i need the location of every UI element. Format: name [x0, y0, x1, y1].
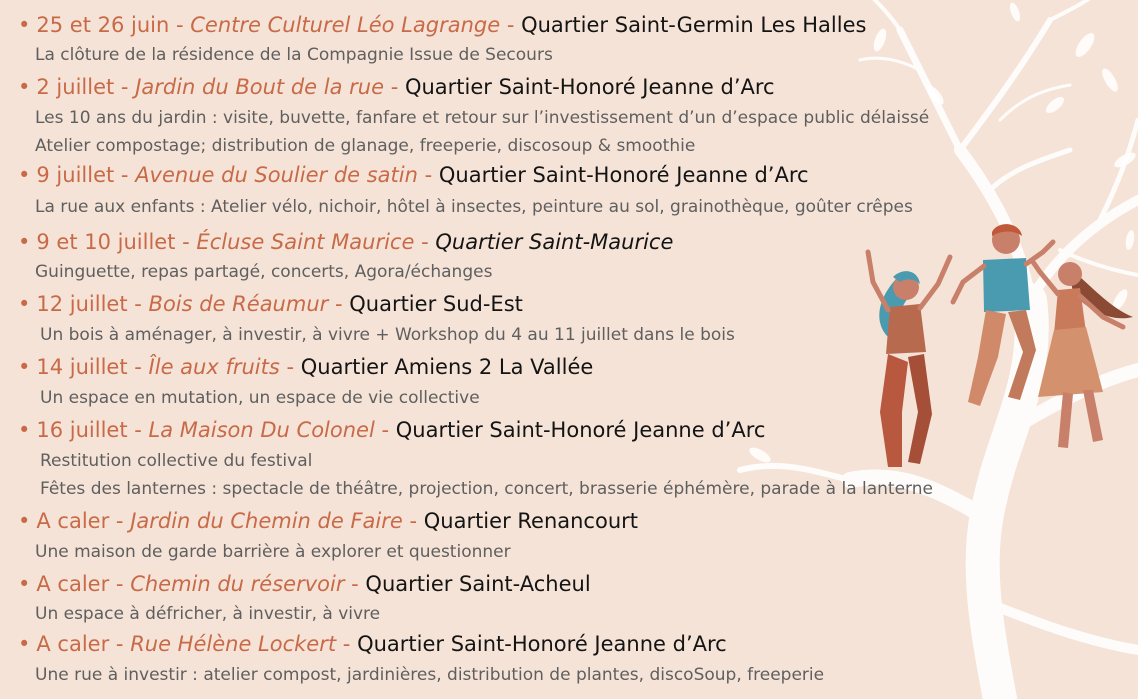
- event-description: Un espace à défricher, à investir, à vivre: [35, 604, 381, 624]
- event-headline: • 14 juillet - Île aux fruits - Quartier Amiens 2 La Vallée: [18, 355, 594, 379]
- event-description: La clôture de la résidence de la Compagnie Issue de Secours: [35, 45, 553, 65]
- event-quarter: Quartier Saint-Honoré Jeanne d’Arc: [404, 75, 775, 99]
- event-description: Fêtes des lanternes : spectacle de théâtre, projection, concert, brasserie éphémère, parade à la lanterne: [40, 479, 933, 499]
- event-place: Jardin du Chemin de Faire: [130, 509, 403, 533]
- bullet-icon: •: [18, 632, 31, 656]
- event-description: Les 10 ans du jardin : visite, buvette, fanfare et retour sur l’investissement d’un d’espace public délaissé: [35, 108, 930, 128]
- event-date: A caler: [36, 572, 110, 596]
- event-date: 9 et 10 juillet: [36, 230, 176, 254]
- event-quarter: Quartier Renancourt: [423, 509, 638, 533]
- event-description: Restitution collective du festival: [40, 451, 313, 471]
- event-place: Rue Hélène Lockert: [130, 632, 337, 656]
- event-description: Un bois à aménager, à investir, à vivre + Workshop du 4 au 11 juillet dans le bois: [40, 325, 735, 345]
- event-date: 2 juillet: [36, 75, 115, 99]
- event-quarter: Quartier Sud-Est: [349, 292, 523, 316]
- event-headline: • A caler - Rue Hélène Lockert - Quartier Saint-Honoré Jeanne d’Arc: [18, 632, 727, 656]
- event-place: Chemin du réservoir: [130, 572, 345, 596]
- bullet-icon: •: [18, 509, 31, 533]
- event-quarter: Quartier Saint-Germin Les Halles: [521, 13, 867, 37]
- event-description: Une maison de garde barrière à explorer et questionner: [35, 542, 511, 562]
- event-place: La Maison Du Colonel: [148, 418, 375, 442]
- event-quarter: Quartier Saint-Acheul: [365, 572, 591, 596]
- event-headline: • 2 juillet - Jardin du Bout de la rue - Quartier Saint-Honoré Jeanne d’Arc: [18, 75, 775, 99]
- event-place: Centre Culturel Léo Lagrange: [190, 13, 501, 37]
- event-headline: • 9 juillet - Avenue du Soulier de satin - Quartier Saint-Honoré Jeanne d’Arc: [18, 163, 809, 187]
- event-date: A caler: [36, 509, 110, 533]
- event-place: Avenue du Soulier de satin: [135, 163, 418, 187]
- event-quarter: Quartier Saint-Honoré Jeanne d’Arc: [438, 163, 809, 187]
- event-quarter: Quartier Saint-Honoré Jeanne d’Arc: [357, 632, 727, 656]
- event-headline: • A caler - Jardin du Chemin de Faire - Quartier Renancourt: [18, 509, 638, 533]
- bullet-icon: •: [18, 572, 31, 596]
- bullet-icon: •: [18, 75, 31, 99]
- bullet-icon: •: [18, 13, 31, 37]
- event-place: Bois de Réaumur: [148, 292, 329, 316]
- event-headline: • A caler - Chemin du réservoir - Quartier Saint-Acheul: [18, 572, 591, 596]
- event-date: 16 juillet: [36, 418, 128, 442]
- event-headline: • 25 et 26 juin - Centre Culturel Léo Lagrange - Quartier Saint-Germin Les Halles: [18, 13, 867, 37]
- bullet-icon: •: [18, 418, 31, 442]
- event-date: 25 et 26 juin: [36, 13, 170, 37]
- event-quarter: Quartier Saint-Maurice: [435, 230, 674, 254]
- event-date: 9 juillet: [36, 163, 115, 187]
- event-description: Guinguette, repas partagé, concerts, Agora/échanges: [35, 262, 493, 282]
- event-description: Atelier compostage; distribution de glanage, freeperie, discosoup & smoothie: [35, 136, 696, 156]
- event-date: 14 juillet: [36, 355, 128, 379]
- event-headline: • 12 juillet - Bois de Réaumur - Quartier Sud-Est: [18, 292, 523, 316]
- event-headline: • 9 et 10 juillet - Écluse Saint Maurice - Quartier Saint-Maurice: [18, 230, 674, 254]
- event-quarter: Quartier Saint-Honoré Jeanne d’Arc: [395, 418, 766, 442]
- event-place: Île aux fruits: [148, 355, 280, 379]
- bullet-icon: •: [18, 355, 31, 379]
- event-date: 12 juillet: [36, 292, 128, 316]
- event-place: Écluse Saint Maurice: [196, 230, 415, 254]
- event-place: Jardin du Bout de la rue: [135, 75, 384, 99]
- bullet-icon: •: [18, 292, 31, 316]
- event-quarter: Quartier Amiens 2 La Vallée: [300, 355, 594, 379]
- bullet-icon: •: [18, 163, 31, 187]
- event-description: La rue aux enfants : Atelier vélo, nichoir, hôtel à insectes, peinture au sol, grainothèque, goûter crêpes: [35, 197, 913, 217]
- event-description: Une rue à investir : atelier compost, jardinières, distribution de plantes, discoSoup, freeperie: [35, 665, 825, 685]
- event-date: A caler: [36, 632, 110, 656]
- bullet-icon: •: [18, 230, 31, 254]
- event-description: Un espace en mutation, un espace de vie collective: [40, 388, 480, 408]
- event-headline: • 16 juillet - La Maison Du Colonel - Quartier Saint-Honoré Jeanne d’Arc: [18, 418, 766, 442]
